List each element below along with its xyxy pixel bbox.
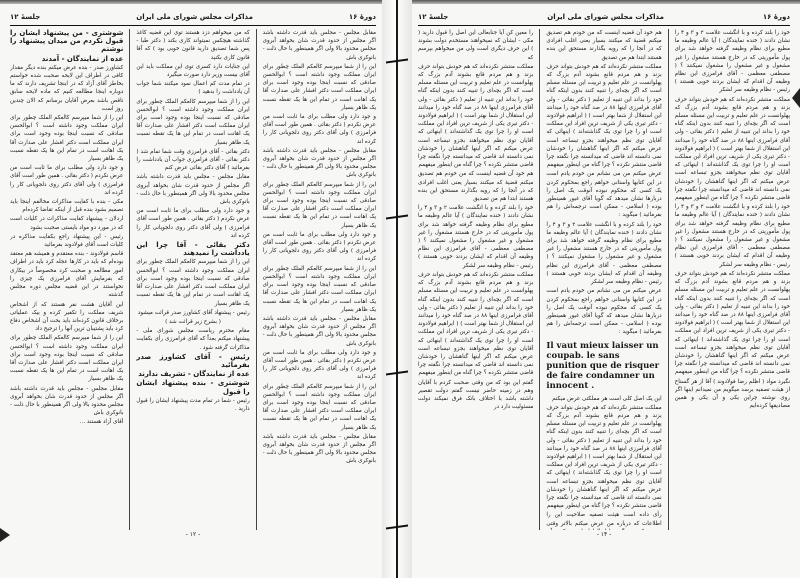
left-page-columns bbox=[10, 29, 376, 530]
paragraph: و جود دارد ولی مطلب برای ما ثابت است من عرض نکردم ( دکتر بقائی . همین طور است آقای فرامرزی ) ولی آقای دکتر روی دلجویانی کار را کرده اند bbox=[10, 165, 124, 196]
right-head-title: مذاکرات مجلس شورای ملی ایران bbox=[547, 13, 664, 21]
stitch-mark bbox=[386, 524, 408, 530]
stitch-mark bbox=[386, 58, 408, 64]
paragraph: این را از شما میپرسم کالعکم الملک چطور برای ایران مملکت وجود داشته است ؟ ابوالحسن صادقی که نسبت اینجا بوده وجود است برای ایران مملکت است دکتر افشار علی صدارت آقا یک اهانت است در تمام این ها یک تقطه نسبت یک ظاهر بسیار bbox=[262, 63, 376, 111]
paragraph: خود را بلند کرده و با انگشت علامت ۲ و ۳ و ۴ را نشان دادند ( خنده نمایندگان ) آیا عالم وظیفه ما مطیع برای نظام وظیفه گرفته خواهد شد برای پول مأموریتی که در خارج هستند مشغول را غیر مشغول و غیر مشغول را مشغول نمیکنند ؟ ( مصطفی معظمی - آقای فرامرزی این نظام وظیفه آن اقدام که ایشان بردند خوبی هستند ) رئیس - نظام وظیفه سر لشکر bbox=[674, 204, 790, 268]
left-col-left bbox=[10, 29, 123, 530]
right-head-volume: دورهٔ ۱۶ bbox=[762, 13, 790, 21]
paragraph: و جود دارد ولی مطلب برای ما ثابت است من عرض نکردم ( دکتر بقائی . همین طور است آقای فرامرزی ) ولی آقای دکتر روی دلجویانی کار را کرده اند bbox=[136, 208, 250, 239]
paragraph: که من میخواهم دزد هستند توی این قضیه کاغذ گذاشته هیچکس نمیتواند کاری بکند ( دکتر طبا - پس شما تصدیق دارید قانون خوبی بود ) که آقا قانون کاری بکنید bbox=[136, 30, 250, 61]
speaker-line: عده از نمایندگان - آمدند bbox=[41, 54, 124, 63]
speaker-line: رئیس - آقای کشاورز صدر بفرمائید bbox=[136, 352, 250, 369]
left-page bbox=[4, 4, 382, 578]
speaker-line: دکتر بقائی - آقا چرا این یادداشت را نمیدهند bbox=[136, 241, 250, 258]
paragraph: رأی داده است هیئت تصفیه صلاحیت این را اطلاعات که درباره من عرض میکنم بالاتر وقتی bbox=[546, 512, 662, 527]
paragraph: مکی - بنده با کفایت مذاکرات مخالفم اینجا باید تصمیم بشود بنده قبل از اینکه تقاضا کرده‌ام bbox=[10, 199, 124, 214]
paragraph: را معین کن آیا جنابعالی این اصل را قبول دارید ( مکی - ایشان که نمیخواهند مستخدم دولت بشوند ) این حرف دیگری است ولی من میخواهم بپرسم که bbox=[418, 30, 534, 61]
paragraph: این را از شما میپرسم کالعکم الملک چطور برای ایران مملکت وجود داشته است ؟ ابوالحسن صادقی که نسبت اینجا بوده وجود است برای ایران مملکت است دکتر افشار علی صدارت آقا یک اهانت است در تمام این ها یک تقطه نسبت یک ظاهر بسیار bbox=[136, 259, 250, 307]
right-page-columns bbox=[418, 29, 790, 530]
paragraph: این آقایان هشت نفر هستند که از اشخاص شریف مملکت را تکفیر کرده و بیک عملیاتی برخلاف قانون کرده‌اند باید بحث آن اشخاص دفاع کرد باید پشتیبان ترین آنها را ترجیح داد bbox=[10, 301, 124, 333]
right-page bbox=[412, 4, 796, 578]
speaker-line: شوشتری - بنده پیشنهاد ایشان را قبول bbox=[136, 379, 250, 396]
stitch-mark bbox=[386, 370, 408, 376]
paragraph: مقابل مجلس - مجلس باید قدرت داشته باشد اگر مجلس از حدود قدرت شان بخواهد آبروی مجلس محدود بالا ولی اگر همینطور با حال ذلت - بانوکری باش bbox=[262, 433, 376, 465]
speaker-line: شوشتری - من پیشنهاد ایشان را قبول نکردم من میدان پیشنهاد را نوشتم bbox=[10, 29, 124, 54]
paragraph: خود را بلند کرده و با انگشت علامت ۲ و ۳ و ۴ را نشان دادند ( خنده نمایندگان ) آیا عالم وظیفه ما مطیع برای نظام وظیفه گرفته خواهد شد برای پول مأموریتی که در خارج هستند مشغول را غیر مشغول و غیر مشغول را مشغول نمیکنند ؟ ( مصطفی معظمی - آقای فرامرزی این نظام وظیفه آن اقدام که ایشان بردند خوبی هستند ) رئیس - نظام وظیفه سر لشکر bbox=[418, 205, 534, 269]
paragraph: این را از شما میپرسم کالعکم الملک چطور برای ایران مملکت وجود داشته است ؟ ابوالحسن صادقی که نسبت اینجا بوده وجود است برای ایران مملکت است دکتر افشار علی صدارت آقا یک اهانت است در تمام این ها یک تقطه نسبت یک ظاهر بسیار bbox=[10, 115, 124, 163]
binding-thread bbox=[396, 0, 398, 578]
paragraph: این یک اصل کلی است هر مملکتی عرض میکنم bbox=[552, 395, 662, 402]
paragraph: مقام محترم ریاست مجلس شورای ملی - پیشنهاد میکنم بعداً که آقای فرامرزی رأی بکفایت مذاکرات گرفته شود . bbox=[136, 328, 250, 351]
paragraph: مملکت منتشر نکرده‌اند که هم خودش بتواند حرف بزند و هم مردم قانع بشوند آدم بزرگ که پهلوانست در علم تعلیم و تربیت این مسئله مسلم است که اگر بچه‌ای را تنبیه کنند بدون اینکه گناه خود را بداند این تنبیه از تعلیم ( دکتر بقائی - ولی آقای فرامرزی اینها ۸۸ در صد گناه خود را میدانند این استقلال از شما بهتر است ) ( ابراهیم فولادوند - دکتر تیری یکی از شریف ترین افراد این مملکت است او را چرا توی یک گذاشته‌اند ) اینهائی که آقایان توی نظم میخواهند بجزو تبساعه است عرض میکنم که اگر اینها گناهشان را خودشان نمی دانسته اند قاضی که میدانسته چرا نگفته چرا قاضی منتشر نکرده ؟ چرا گناه من اینطور میفهمم bbox=[418, 271, 534, 377]
paragraph: مقابل مجلس - مجلس باید قدرت داشته باشد اگر مجلس از حدود قدرت شان بخواهد آبروی مجلس محدود بالا ولی اگر همینطور با حال ذلت - بانوکری باش bbox=[136, 174, 250, 206]
header-rule bbox=[10, 25, 376, 26]
left-running-head bbox=[10, 10, 376, 24]
paragraph: مملکت منتشر نکرده‌اند که هم خودش بتواند حرف بزند و هم مردم قانع بشوند آدم بزرگ که پهلوانست در علم تعلیم و تربیت این مسئله مسلم است که اگر بچه‌ای را تنبیه کنند بدون اینکه گناه خود را بداند این تنبیه از تعلیم ( دکتر بقائی - ولی آقای فرامرزی اینها ۸۸ در صد گناه خود را میدانند این استقلال از شما بهتر است ) ( ابراهیم فولادوند - دکتر تیری یکی از شریف ترین افراد این مملکت است او را چرا توی یک گذاشته‌اند ) اینهائی که آقایان توی نظم میخواهند بجزو تبساعه است عرض میکنم که اگر اینها گناهشان را خودشان نمی دانسته اند قاضی که میدانسته چرا نگفته چرا قاضی منتشر نکرده ؟ چرا گناه من اینطور میفهمم bbox=[546, 63, 662, 169]
paragraph: و جود دارد ولی مطلب برای ما ثابت است من عرض نکردم ( دکتر بقائی . همین طور است آقای فرامرزی ) ولی آقای دکتر روی دلجویانی کار را کرده اند bbox=[262, 349, 376, 381]
paragraph: این را از شما میپرسم کالعکم الملک چطور برای ایران مملکت وجود داشته است ؟ ابوالحسن صادقی که نسبت اینجا بوده وجود است برای ایران مملکت است دکتر افشار علی صدارت آقا یک اهانت است در تمام این ها یک تقطه نسبت یک ظاهر بسیار bbox=[10, 335, 124, 383]
paragraph: مملکت منتشر نکرده‌اند که هم خودش بتواند حرف بزند و هم مردم قانع بشوند آدم بزرگ که پهلوانست در علم تعلیم و تربیت این مسئله مسلم است که اگر بچه‌ای را تنبیه کنند بدون اینکه گناه خود را بداند این تنبیه از تعلیم ( دکتر بقائی - ولی آقای فرامرزی اینها ۸۸ در صد گناه خود را میدانند این استقلال از شما بهتر است ) ( ابراهیم فولادوند - دکتر تیری یکی از شریف ترین افراد این مملکت است او را چرا توی یک گذاشته‌اند ) اینهائی که آقایان توی نظم میخواهند بجزو تبساعه است عرض میکنم که اگر اینها گناهشان را خودشان نمی دانسته اند قاضی که میدانسته چرا نگفته چرا قاضی منتشر نکرده ؟ چرا گناه من اینطور میفهمم bbox=[546, 404, 662, 510]
left-col-middle bbox=[136, 29, 249, 530]
left-head-title: مذاکرات مجلس شورای ملی ایران bbox=[136, 13, 253, 21]
header-rule bbox=[418, 25, 790, 26]
paragraph: نگیرد مواد ( اظلم رضا فولادوند ) آقا از هر گستاخ از هیئت تصفیه برسد میگویم من نمیدانم اینها اگر روی نوشته چراین یکی و آن یکی و همین مصادیقها کرده‌ایم bbox=[674, 378, 790, 410]
right-col-middle bbox=[546, 29, 661, 530]
left-head-volume: دورهٔ ۱۶ bbox=[348, 13, 376, 21]
paragraph: کشاورز صدر - بنده عرض میکنم بنده دیگر مقدار کافی در اطراف این لایحه صحبت شده خواستم بخاطر آقای آزاد که در اینجا تشریف دارند که ما دوباره اینجا مطالعه کنیم که ماده لایحه سابق ناقص باشد بعرض آقایان برسانم که الان چندین روز است bbox=[10, 64, 124, 112]
right-head-session: جلسهٔ ۱۲ bbox=[418, 13, 449, 21]
paragraph: و جود دارد ولی مطلب برای ما ثابت است من عرض نکردم ( دکتر بقائی . همین طور است آقای فرامرزی ) ولی آقای دکتر روی دلجویانی کار را کرده اند bbox=[262, 114, 376, 145]
paragraph: قاسم فولادوند - بنده معتقدم و همیشه هم معتقد بوده‌ام که باید در کارها عجله کرد باید در اطراف امور مطالعه و صحبت کرد مخصوصاً در بیکاری که بفرمایش آقای فرامرزی یک چیزی را نخواستند در این قضیه مجلس دوره مجلس گذشته bbox=[10, 251, 124, 299]
right-page-number: - ۱۴ - bbox=[596, 531, 612, 538]
column-rule bbox=[129, 29, 130, 530]
paragraph: این جنایات دارد کسری توی این مملکت باید این آقای بیست وزیر دارد صورت میگیرد bbox=[136, 63, 250, 79]
paragraph: این را از شما میپرسم کالعکم الملک چطور برای ایران مملکت وجود داشته است ؟ ابوالحسن صادقی که نسبت اینجا بوده وجود است برای ایران مملکت است دکتر افشار علی صدارت آقا یک اهانت است در تمام این ها یک تقطه نسبت یک ظاهر بسیار bbox=[136, 98, 250, 146]
paragraph: مقابل مجلس - مجلس باید قدرت داشته باشد اگر مجلس از حدود قدرت شان بخواهد آبروی مجلس محدود بالا ولی اگر همینطور با حال ذلت - بانوکری باش bbox=[10, 385, 124, 417]
paragraph: در تمام مدت کم اعمال نمود میکنند شما جواب آن یادداشت را بدهید ) bbox=[136, 81, 250, 96]
paragraph: رئیس - این پیشنهاد راجع بکفایت مذاکره در کلیات است آقای فولادوند بفرمائید bbox=[10, 233, 124, 249]
left-col-right bbox=[263, 29, 376, 530]
paragraph: مقابل مجلس - مجلس باید قدرت داشته باشد اگر مجلس از حدود قدرت شان بخواهد آبروی مجلس محدود بالا ولی اگر همینطور با حال ذلت - بانوکری باش bbox=[262, 315, 376, 347]
stitch-mark bbox=[386, 214, 408, 220]
french-quote: Il vaut mieux laisser un coupab. le sans punition que de risquer de faire condamner un innocent . bbox=[546, 340, 660, 391]
paragraph: این را از شما میپرسم کالعکم الملک چطور برای ایران مملکت وجود داشته است ؟ ابوالحسن صادقی که نسبت اینجا بوده وجود است برای ایران مملکت است دکتر افشار علی صدارت آقا یک اهانت است در تمام این ها یک تقطه نسبت یک ظاهر بسیار bbox=[262, 383, 376, 431]
paragraph: رئیس - شما در تمام مدت پیشنهاد ایشان را قبول دارید . bbox=[136, 397, 250, 412]
paragraph: خود را بلند کرده و با انگشت علامت ۲ و ۳ و ۴ را نشان دادند ( خنده نمایندگان ) آیا عالم وظیفه ما مطیع برای نظام وظیفه گرفته خواهد شد برای پول مأموریتی که در خارج هستند مشغول را غیر مشغول و غیر مشغول را مشغول نمیکنند ؟ ( مصطفی معظمی - آقای فرامرزی این نظام وظیفه آن اقدام که ایشان بردند خوبی هستند ) رئیس - نظام وظیفه سر لشکر bbox=[674, 30, 790, 94]
left-head-session: جلسهٔ ۱۲ bbox=[10, 13, 41, 21]
column-rule bbox=[668, 29, 669, 530]
right-running-head bbox=[418, 10, 790, 24]
paragraph: رئیس - پیشنهاد آقای کشاورز صدر قرائت میشود bbox=[137, 309, 250, 316]
column-rule bbox=[256, 29, 257, 530]
paragraph: اردلان - پیشنهاد کفایت مذاکرات در کلیات است که در مورد دو مواد بایستی صحبت بشود bbox=[10, 216, 124, 231]
paragraph: مقابل مجلس - مجلس باید قدرت داشته باشد اگر مجلس از حدود قدرت شان بخواهد آبروی مجلس محدود بالا ولی اگر همینطور با حال ذلت - بانوکری باش bbox=[262, 30, 376, 61]
paragraph: و جود دارد ولی مطلب برای ما ثابت است من عرض نکردم ( دکتر بقائی . همین طور است آقای فرامرزی ) ولی آقای دکتر روی دلجویانی کار را کرده اند bbox=[262, 231, 376, 263]
paragraph: مملکت منتشر نکرده‌اند که هم خودش بتواند حرف بزند و هم مردم قانع بشوند آدم بزرگ که پهلوانست در علم تعلیم و تربیت این مسئله مسلم است که اگر بچه‌ای را تنبیه کنند بدون اینکه گناه خود را بداند این تنبیه از تعلیم ( دکتر بقائی - ولی آقای فرامرزی اینها ۸۸ در صد گناه خود را میدانند این استقلال از شما بهتر است ) ( ابراهیم فولادوند - دکتر تیری یکی از شریف ترین افراد این مملکت است او را چرا توی یک گذاشته‌اند ) اینهائی که آقایان توی نظم میخواهند بجزو تبساعه است عرض میکنم که اگر اینها گناهشان را خودشان نمی دانسته اند قاضی که میدانسته چرا نگفته چرا قاضی منتشر نکرده ؟ چرا گناه من اینطور میفهمم bbox=[674, 270, 790, 376]
right-col-right bbox=[675, 29, 790, 530]
paragraph: هم خود آن قضیه اینست که من خودم هم تصدیق میکنم قضیهٔ که میکنند بسیار یعنی اغلب افرادی که در آنجا را که رویه بگذارند مستحق این بنده هستند ابتدا هم من تصدیق bbox=[418, 171, 534, 203]
column-rule bbox=[539, 29, 540, 530]
paragraph: این را از شما میپرسم کالعکم الملک چطور برای ایران مملکت وجود داشته است ؟ ابوالحسن صادقی که نسبت اینجا بوده وجود است برای ایران مملکت است دکتر افشار علی صدارت آقا یک اهانت است در تمام این ها یک تقطه نسبت یک ظاهر بسیار bbox=[262, 181, 376, 229]
paragraph: مملکت منتشر نکرده‌اند که هم خودش بتواند حرف بزند و هم مردم قانع بشوند آدم بزرگ که پهلوانست در علم تعلیم و تربیت این مسئله مسلم است که اگر بچه‌ای را تنبیه کنند بدون اینکه گناه خود را بداند این تنبیه از تعلیم ( دکتر بقائی - ولی آقای فرامرزی اینها ۸۸ در صد گناه خود را میدانند این استقلال از شما بهتر است ) ( ابراهیم فولادوند - دکتر تیری یکی از شریف ترین افراد این مملکت است او را چرا توی یک گذاشته‌اند ) اینهائی که آقایان توی نظم میخواهند بجزو تبساعه است عرض میکنم که اگر اینها گناهشان را خودشان نمی دانسته اند قاضی که میدانسته چرا نگفته چرا قاضی منتشر نکرده ؟ چرا گناه من اینطور میفهمم bbox=[418, 63, 534, 169]
paragraph: خود را بلند کرده و با انگشت علامت ۲ و ۳ و ۴ را نشان دادند ( خنده نمایندگان ) آیا عالم وظیفه ما مطیع برای نظام وظیفه گرفته خواهد شد برای پول مأموریتی که در خارج هستند مشغول را غیر مشغول و غیر مشغول را مشغول نمیکنند ؟ ( مصطفی معظمی - آقای فرامرزی این نظام وظیفه آن اقدام که ایشان بردند خوبی هستند ) رئیس - نظام وظیفه سر لشکر bbox=[546, 221, 662, 286]
paragraph: دکتر بقائی - آقای فرامرزی وقت شما تمام شد ( دکتر بقائی - آقای فرامرزی جواب آن یادداشت را بفرمائید ) آقای دکتر بقائی عرض کنم bbox=[136, 148, 250, 172]
paragraph: آقای آزاد هستند ... bbox=[79, 419, 124, 426]
paragraph: هم خود آن قضیه اینست که من خودم هم تصدیق میکنم قضیهٔ که میکنند بسیار یعنی اغلب افرادی که در آنجا را که رویه بگذارند مستحق این بنده هستند ابتدا هم من تصدیق bbox=[546, 30, 662, 61]
paragraph: عرض میکنم من می نشانم من خودم یادم است در این کتابها واستانی خواهم راجع بمحکوم کردن یک کسی که محکوم نبوده آنوقت یک اصل را دربارها نشان میدهد که گویا آقای غیور همینطور بوده ( اسلامی - ممکن است ترجمه‌اش را هم بفرمائید ) میگوید : bbox=[546, 288, 662, 336]
paragraph: عرض میکنم من می نشانم من خودم یادم است در این کتابها واستانی خواهم راجع بمحکوم کردن یک کسی که محکوم نبوده آنوقت یک اصل را دربارها نشان میدهد که گویا آقای غیور همینطور بوده ( اسلامی - ممکن است ترجمه‌اش را هم بفرمائید ) میگوید : bbox=[546, 171, 662, 219]
paragraph: مملکت منتشر نکرده‌اند که هم خودش بتواند حرف بزند و هم مردم قانع بشوند آدم بزرگ که پهلوانست در علم تعلیم و تربیت این مسئله مسلم است که اگر بچه‌ای را تنبیه کنند بدون اینکه گناه خود را بداند این تنبیه از تعلیم ( دکتر بقائی - ولی آقای فرامرزی اینها ۸۸ در صد گناه خود را میدانند این استقلال از شما بهتر است ) ( ابراهیم فولادوند - دکتر تیری یکی از شریف ترین افراد این مملکت است او را چرا توی یک گذاشته‌اند ) اینهائی که آقایان توی نظم میخواهند بجزو تبساعه است عرض میکنم که اگر اینها گناهشان را خودشان نمی دانسته اند قاضی که میدانسته چرا نگفته چرا قاضی منتشر نکرده ؟ چرا گناه من اینطور میفهمم bbox=[674, 96, 790, 202]
left-page-number: - ۱۲ - bbox=[185, 531, 201, 538]
speaker-line: عده از نمایندگان - تشریف ندارند bbox=[138, 370, 250, 379]
right-col-left bbox=[418, 29, 533, 530]
paragraph: مقابل مجلس - مجلس باید قدرت داشته باشد اگر مجلس از حدود قدرت شان بخواهد آبروی مجلس محدود بالا ولی اگر همینطور با حال ذلت - بانوکری باش bbox=[262, 147, 376, 179]
paragraph: این را از شما میپرسم کالعکم الملک چطور برای ایران مملکت وجود داشته است ؟ ابوالحسن صادقی که نسبت اینجا بوده وجود است برای ایران مملکت است دکتر افشار علی صدارت آقا یک اهانت است در تمام این ها یک تقطه نسبت یک ظاهر بسیار bbox=[262, 265, 376, 313]
reading-note: ( بشرح زیر قرائت شد ) bbox=[165, 318, 221, 325]
paragraph: گفتم این بود که من وقتی صحبت کردم با آقایان وهم در زمینه حاضر نیست گفتم دولت تقصیر داشته باشد با اختلاف بانک فرق نمیکند دولت مسئولیت دارد در bbox=[418, 379, 534, 411]
